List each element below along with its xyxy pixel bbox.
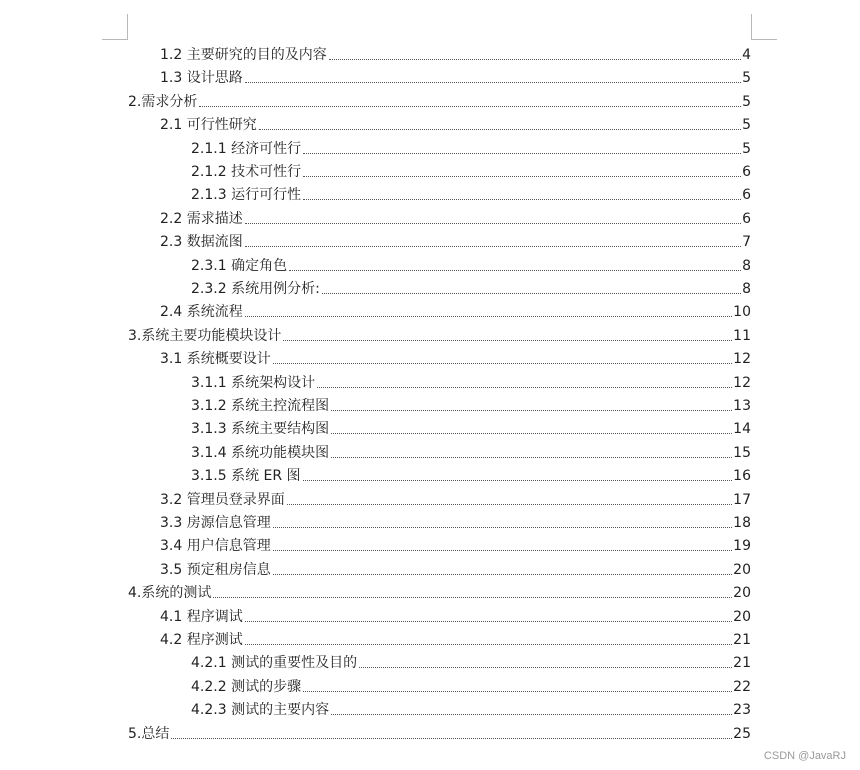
toc-entry-title: 2.1 可行性研究 — [160, 117, 257, 134]
toc-entry-title: 4.2.2 测试的步骤 — [191, 678, 302, 695]
toc-dot-leader — [245, 316, 732, 317]
toc-entry[interactable] — [191, 438, 751, 461]
toc-entry[interactable] — [191, 672, 751, 695]
toc-dot-leader — [273, 550, 732, 551]
toc-entry[interactable] — [160, 63, 751, 86]
toc-entry[interactable] — [160, 508, 751, 531]
toc-dot-leader — [303, 176, 741, 177]
toc-entry-page-number: 17 — [733, 491, 751, 508]
toc-dot-leader — [287, 504, 732, 505]
toc-entry-title: 2.1.3 运行可行性 — [191, 187, 302, 204]
toc-dot-leader — [245, 246, 741, 247]
toc-entry-page-number: 4 — [742, 47, 751, 63]
toc-entry[interactable] — [160, 485, 751, 508]
toc-entry-title: 3.1.3 系统主要结构图 — [191, 421, 330, 438]
toc-entry-page-number: 6 — [742, 187, 751, 204]
toc-entry-page-number: 7 — [742, 234, 751, 251]
toc-entry-page-number: 5 — [742, 140, 751, 157]
toc-entry-page-number: 8 — [742, 257, 751, 274]
toc-entry[interactable] — [191, 180, 751, 203]
toc-dot-leader — [245, 621, 732, 622]
toc-entry-title: 3.4 用户信息管理 — [160, 538, 271, 555]
toc-entry[interactable] — [191, 461, 751, 484]
toc-entry-page-number: 5 — [742, 93, 751, 110]
toc-entry-page-number: 6 — [742, 210, 751, 227]
watermark: CSDN @JavaRJ — [763, 750, 846, 762]
toc-entry-page-number: 6 — [742, 164, 751, 180]
toc-entry[interactable] — [191, 157, 751, 180]
toc-entry[interactable] — [191, 414, 751, 437]
toc-dot-leader — [273, 574, 732, 575]
toc-entry-title: 2.3 数据流图 — [160, 234, 243, 251]
toc-dot-leader — [331, 433, 732, 434]
toc-entry[interactable] — [191, 134, 751, 157]
toc-entry-page-number: 19 — [733, 538, 751, 555]
toc-dot-leader — [317, 387, 732, 388]
toc-entry-title: 3.2 管理员登录界面 — [160, 491, 285, 508]
toc-entry-page-number: 25 — [733, 725, 751, 742]
toc-entry[interactable] — [191, 391, 751, 414]
toc-entry-title: 1.2 主要研究的目的及内容 — [160, 47, 327, 63]
toc-dot-leader — [331, 714, 732, 715]
toc-entry-page-number: 22 — [733, 678, 751, 695]
toc-entry[interactable] — [160, 344, 751, 367]
toc-entry[interactable] — [160, 625, 751, 648]
toc-entry[interactable] — [160, 227, 751, 250]
toc-entry-title: 4.1 程序调试 — [160, 608, 243, 625]
toc-entry-title: 3.1.4 系统功能模块图 — [191, 444, 330, 461]
toc-entry-title: 4.2.3 测试的主要内容 — [191, 702, 330, 719]
toc-entry-page-number: 21 — [733, 655, 751, 672]
toc-dot-leader — [331, 457, 732, 458]
toc-entry[interactable] — [191, 274, 751, 297]
toc-entry-page-number: 12 — [733, 374, 751, 391]
toc-entry-page-number: 11 — [733, 327, 751, 344]
toc-entry[interactable] — [160, 531, 751, 554]
toc-entry-page-number: 5 — [742, 70, 751, 87]
toc-entry-title: 3.系统主要功能模块设计 — [128, 327, 282, 344]
toc-entry-page-number: 8 — [742, 281, 751, 297]
toc-entry-page-number: 14 — [733, 421, 751, 438]
toc-entry-title: 2.4 系统流程 — [160, 304, 243, 321]
toc-dot-leader — [245, 223, 741, 224]
toc-entry[interactable] — [160, 555, 751, 578]
toc-entry-title: 2.需求分析 — [128, 93, 198, 110]
toc-dot-leader — [303, 199, 741, 200]
toc-dot-leader — [329, 59, 741, 60]
crop-mark-top-right-horizontal — [751, 39, 777, 40]
toc-entry[interactable] — [191, 368, 751, 391]
toc-entry-title: 3.1 系统概要设计 — [160, 351, 271, 368]
toc-entry-title: 3.1.1 系统架构设计 — [191, 374, 316, 391]
toc-entry-page-number: 20 — [733, 561, 751, 578]
toc-entry-title: 2.2 需求描述 — [160, 210, 243, 227]
toc-entry[interactable] — [128, 321, 751, 344]
toc-dot-leader — [259, 129, 741, 130]
toc-entry-title: 1.3 设计思路 — [160, 70, 243, 87]
toc-entry-title: 2.3.1 确定角色 — [191, 257, 288, 274]
toc-entry-title: 2.1.2 技术可性行 — [191, 164, 302, 180]
toc-entry-page-number: 12 — [733, 351, 751, 368]
toc-entry[interactable] — [128, 719, 751, 742]
toc-entry-title: 4.2.1 测试的重要性及目的 — [191, 655, 358, 672]
toc-entry-page-number: 20 — [733, 608, 751, 625]
toc-dot-leader — [322, 293, 741, 294]
toc-entry[interactable] — [160, 602, 751, 625]
toc-entry-title: 3.5 预定租房信息 — [160, 561, 271, 578]
toc-entry[interactable] — [160, 204, 751, 227]
toc-entry-title: 4.2 程序测试 — [160, 632, 243, 648]
toc-dot-leader — [171, 738, 732, 739]
toc-entry[interactable] — [128, 87, 751, 110]
toc-entry-page-number: 20 — [733, 585, 751, 602]
toc-entry-title: 2.3.2 系统用例分析: — [191, 281, 320, 297]
crop-mark-top-left-horizontal — [102, 39, 128, 40]
toc-entry-page-number: 5 — [742, 117, 751, 134]
crop-mark-top-left-vertical — [127, 14, 128, 40]
toc-entry-page-number: 10 — [733, 304, 751, 321]
toc-dot-leader — [331, 410, 732, 411]
toc-dot-leader — [245, 644, 732, 645]
toc-entry-title: 3.1.5 系统 ER 图 — [191, 468, 301, 485]
toc-entry-page-number: 18 — [733, 515, 751, 531]
toc-entry-title: 3.1.2 系统主控流程图 — [191, 398, 330, 414]
toc-entry-page-number: 15 — [733, 444, 751, 461]
toc-dot-leader — [359, 667, 732, 668]
toc-entry-page-number: 23 — [733, 702, 751, 719]
crop-mark-top-right-vertical — [751, 14, 752, 40]
toc-dot-leader — [273, 527, 732, 528]
toc-entry-title: 5.总结 — [128, 725, 170, 742]
toc-dot-leader — [213, 597, 732, 598]
toc-entry-page-number: 21 — [733, 632, 751, 648]
toc-entry[interactable] — [128, 578, 751, 601]
toc-entry[interactable] — [191, 251, 751, 274]
toc-entry[interactable] — [160, 110, 751, 133]
toc-dot-leader — [273, 363, 732, 364]
toc-dot-leader — [303, 153, 741, 154]
toc-entry-page-number: 13 — [733, 398, 751, 414]
toc-dot-leader — [303, 691, 732, 692]
toc-dot-leader — [245, 82, 741, 83]
toc-entry-title: 2.1.1 经济可性行 — [191, 140, 302, 157]
toc-entry-page-number: 16 — [733, 468, 751, 485]
toc-entry[interactable] — [160, 40, 751, 63]
toc-dot-leader — [283, 340, 732, 341]
toc-entry-title: 3.3 房源信息管理 — [160, 515, 271, 531]
toc-dot-leader — [289, 270, 741, 271]
toc-entry[interactable] — [191, 648, 751, 671]
toc-dot-leader — [303, 480, 733, 481]
toc-entry[interactable] — [160, 297, 751, 320]
toc-entry-title: 4.系统的测试 — [128, 585, 212, 602]
toc-entry[interactable] — [191, 695, 751, 718]
toc-dot-leader — [199, 106, 741, 107]
